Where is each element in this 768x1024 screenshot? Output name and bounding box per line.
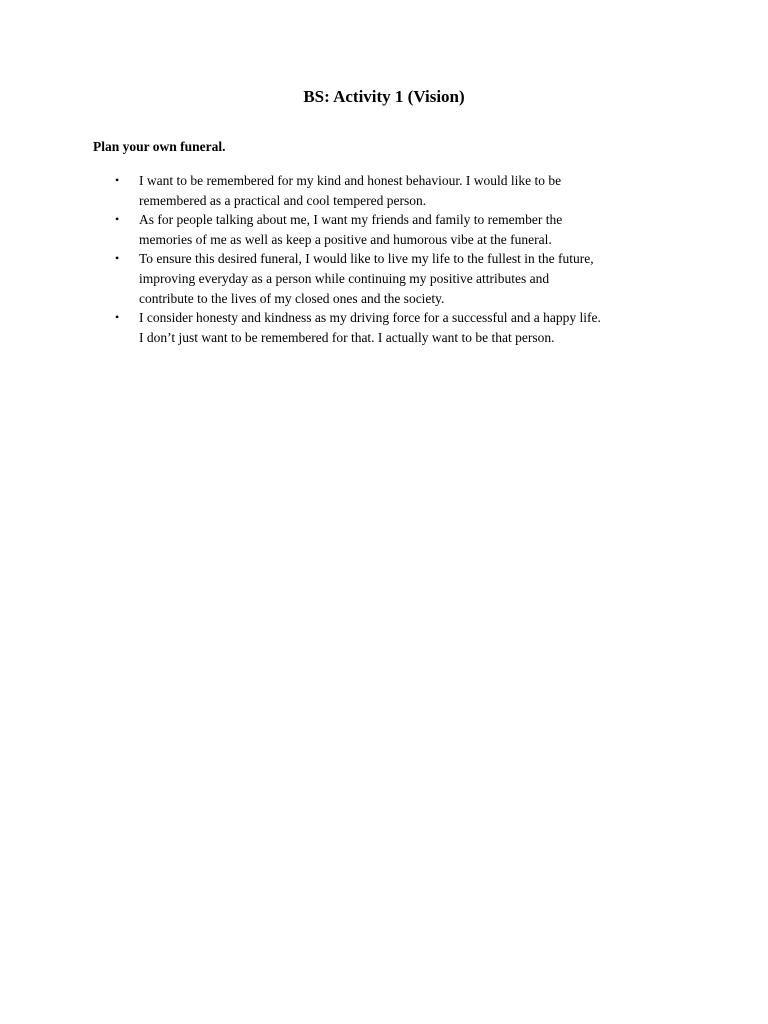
bullet-icon: • (115, 251, 120, 266)
list-item-line: I don’t just want to be remembered for that. I actually want to be that person. (139, 329, 555, 345)
list-item-line: I consider honesty and kindness as my driving force for a successful and a happy life. (139, 310, 601, 326)
list-item-line: remembered as a practical and cool tempered person. (139, 192, 427, 208)
bullet-list (93, 171, 683, 347)
list-item (93, 210, 683, 249)
list-item-line: improving everyday as a person while continuing my positive attributes and (139, 270, 550, 286)
bullet-icon: • (115, 212, 120, 227)
list-item-line: As for people talking about me, I want my friends and family to remember the (139, 212, 563, 228)
list-item-line: memories of me as well as keep a positive and humorous vibe at the funeral. (139, 231, 552, 247)
section-heading: Plan your own funeral. (93, 139, 226, 154)
list-item (93, 249, 683, 308)
document-title: BS: Activity 1 (Vision) (303, 87, 465, 106)
list-item-line: To ensure this desired funeral, I would like to live my life to the fullest in the future, (139, 251, 594, 267)
bullet-icon: • (115, 310, 120, 325)
list-item (93, 308, 683, 347)
list-item (93, 171, 683, 210)
bullet-icon: • (115, 173, 120, 187)
list-item-line: I want to be remembered for my kind and honest behaviour. I would like to be (139, 173, 562, 188)
list-item-line: contribute to the lives of my closed ones and the society. (139, 290, 445, 306)
